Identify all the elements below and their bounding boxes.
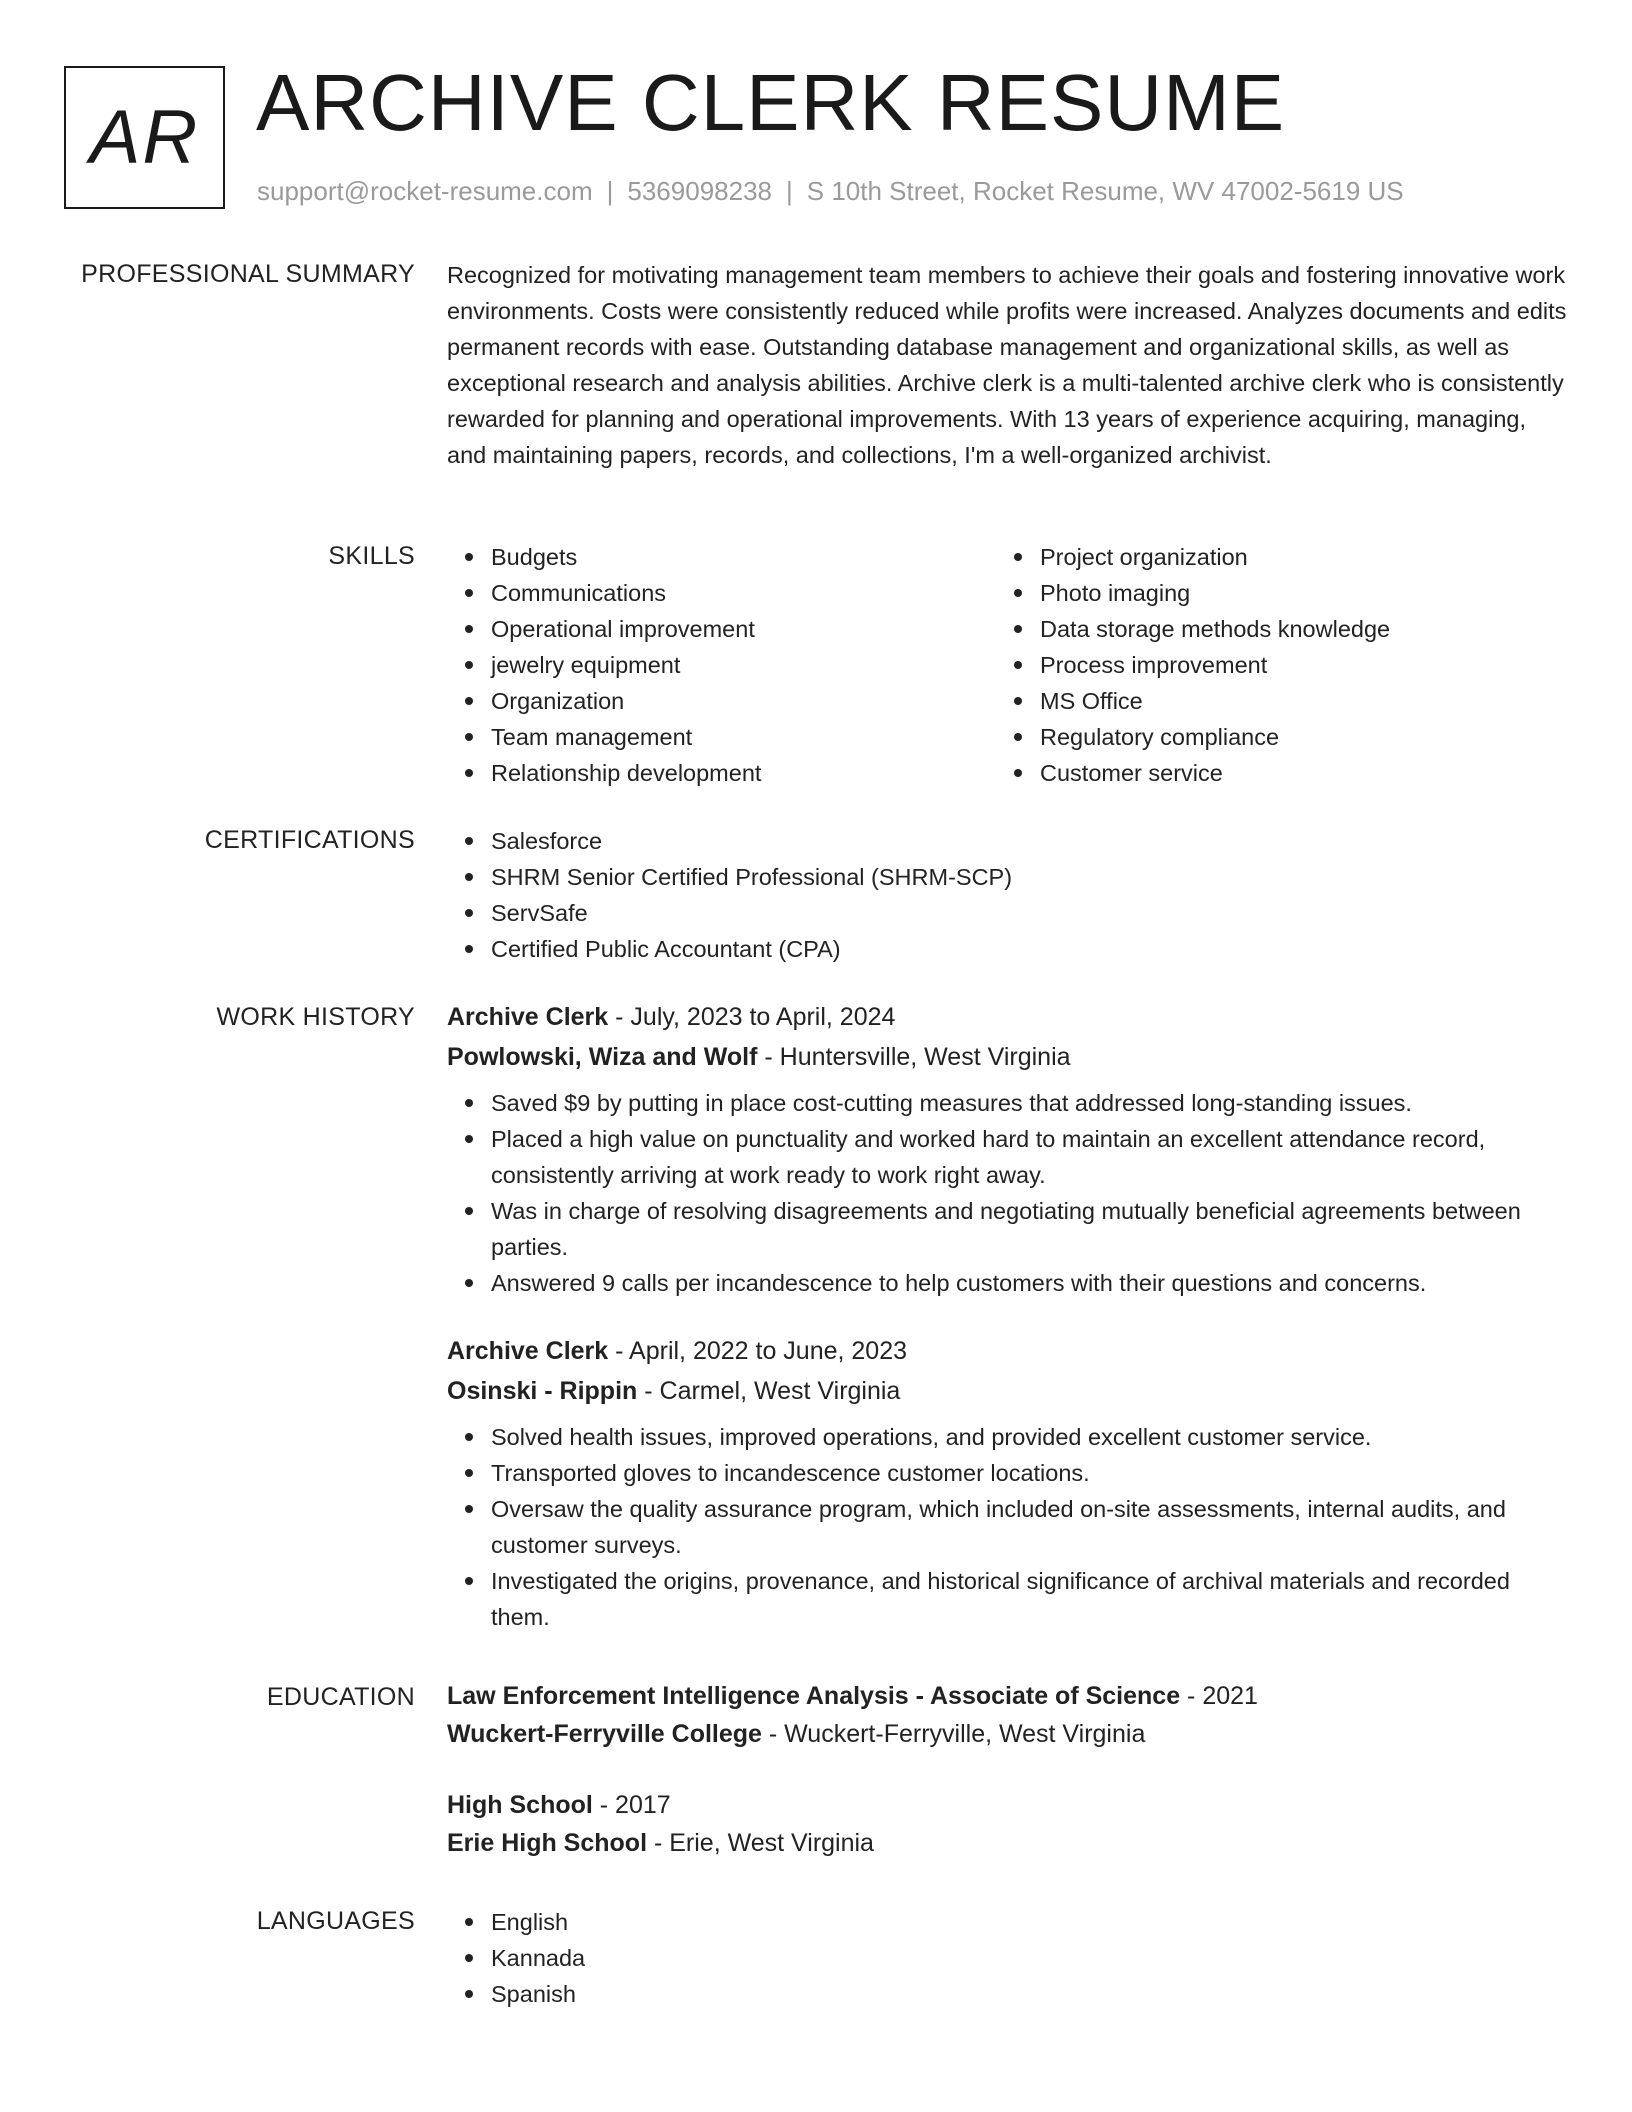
skills-list-right — [996, 539, 1545, 791]
contact-phone[interactable]: 5369098238 — [627, 176, 772, 206]
skill-item: Budgets — [447, 539, 996, 575]
monogram-logo: AR — [64, 66, 225, 209]
education-degree-line — [447, 1786, 1567, 1824]
education-school-line — [447, 1715, 1567, 1753]
skill-item: Data storage methods knowledge — [996, 611, 1545, 647]
education-location: - Wuckert-Ferryville, West Virginia — [761, 1720, 1146, 1748]
section-label-education: EDUCATION — [266, 1683, 415, 1711]
job-company-line — [447, 1037, 1567, 1077]
job-bullet: Was in charge of resolving disagreements and negotiating mutually beneficial agreements between parties. — [447, 1193, 1567, 1265]
skill-item: MS Office — [996, 683, 1545, 719]
job-title: Archive Clerk — [447, 1003, 609, 1031]
language-item: English — [447, 1904, 1567, 1940]
job-entry — [447, 997, 1567, 1301]
education-school: Wuckert-Ferryville College — [447, 1720, 762, 1748]
job-bullet: Saved $9 by putting in place cost-cutting measures that addressed long-standing issues. — [447, 1085, 1567, 1121]
skills-list-left — [447, 539, 996, 791]
contact-line — [257, 175, 1404, 207]
job-company-line — [447, 1371, 1567, 1411]
certifications-list — [447, 823, 1567, 967]
skill-item: Customer service — [996, 755, 1545, 791]
languages-list — [447, 1904, 1567, 2012]
certification-item: ServSafe — [447, 895, 1567, 931]
education-location: - Erie, West Virginia — [647, 1829, 874, 1857]
job-dates: - July, 2023 to April, 2024 — [608, 1003, 896, 1031]
language-item: Spanish — [447, 1976, 1567, 2012]
job-bullet: Placed a high value on punctuality and worked hard to maintain an excellent attendance record, consistently arriving at work ready to work right away. — [447, 1121, 1567, 1193]
job-location: - Carmel, West Virginia — [637, 1377, 901, 1405]
education-year: - 2021 — [1180, 1682, 1258, 1710]
job-bullet: Investigated the origins, provenance, and historical significance of archival materials and recorded them. — [447, 1563, 1567, 1635]
job-title-line — [447, 1331, 1567, 1371]
section-label-summary: PROFESSIONAL SUMMARY — [81, 260, 415, 288]
job-bullets — [447, 1419, 1567, 1635]
skill-item: Project organization — [996, 539, 1545, 575]
education-school: Erie High School — [447, 1829, 648, 1857]
skill-item: Process improvement — [996, 647, 1545, 683]
education-school-line — [447, 1824, 1567, 1862]
skill-item: jewelry equipment — [447, 647, 996, 683]
skill-item: Team management — [447, 719, 996, 755]
job-title: Archive Clerk — [447, 1337, 609, 1365]
resume-title: ARCHIVE CLERK RESUME — [256, 58, 1286, 147]
section-label-skills: SKILLS — [328, 542, 415, 570]
language-item: Kannada — [447, 1940, 1567, 1976]
summary-text: Recognized for motivating management team members to achieve their goals and fostering innovative work environments. Costs were consistently reduced while profits were increased. Analyzes documents and edits permanent records with ease. Outstanding database management and organizational skills, as well as exceptional research and analysis abilities. Archive clerk is a multi-talented archive clerk who is consistently rewarded for planning and operational improvements. With 13 years of experience acquiring, managing, and maintaining papers, records, and collections, I'm a well-organized archivist. — [447, 262, 1567, 468]
contact-separator: | — [786, 176, 793, 206]
job-company: Osinski - Rippin — [447, 1377, 638, 1405]
education-year: - 2017 — [592, 1791, 671, 1819]
education-entry — [447, 1677, 1567, 1753]
contact-email[interactable]: support@rocket-resume.com — [257, 176, 593, 206]
skill-item: Relationship development — [447, 755, 996, 791]
skill-item: Communications — [447, 575, 996, 611]
job-bullets — [447, 1085, 1567, 1301]
certification-item: Salesforce — [447, 823, 1567, 859]
education-degree-line — [447, 1677, 1567, 1715]
job-bullet: Solved health issues, improved operations, and provided excellent customer service. — [447, 1419, 1567, 1455]
job-bullet: Oversaw the quality assurance program, which included on-site assessments, internal audits, and customer surveys. — [447, 1491, 1567, 1563]
job-dates: - April, 2022 to June, 2023 — [608, 1337, 908, 1365]
education-degree: High School — [447, 1791, 593, 1819]
contact-separator: | — [606, 176, 614, 206]
job-bullet: Transported gloves to incandescence customer locations. — [447, 1455, 1567, 1491]
certification-item: Certified Public Accountant (CPA) — [447, 931, 1567, 967]
job-bullet: Answered 9 calls per incandescence to help customers with their questions and concerns. — [447, 1265, 1567, 1301]
contact-address: S 10th Street, Rocket Resume, WV 47002-5619 US — [806, 176, 1404, 206]
job-entry — [447, 1331, 1567, 1635]
section-label-languages: LANGUAGES — [256, 1907, 415, 1935]
skill-item: Regulatory compliance — [996, 719, 1545, 755]
education-degree: Law Enforcement Intelligence Analysis - Associate of Science — [447, 1682, 1181, 1710]
skill-item: Operational improvement — [447, 611, 996, 647]
section-label-certifications: CERTIFICATIONS — [204, 826, 415, 854]
skill-item: Organization — [447, 683, 996, 719]
section-label-work-history: WORK HISTORY — [216, 1003, 415, 1031]
job-company: Powlowski, Wiza and Wolf — [447, 1043, 758, 1071]
certification-item: SHRM Senior Certified Professional (SHRM-SCP) — [447, 859, 1567, 895]
job-title-line — [447, 997, 1567, 1037]
education-entry — [447, 1786, 1567, 1862]
job-location: - Huntersville, West Virginia — [757, 1043, 1071, 1071]
skill-item: Photo imaging — [996, 575, 1545, 611]
